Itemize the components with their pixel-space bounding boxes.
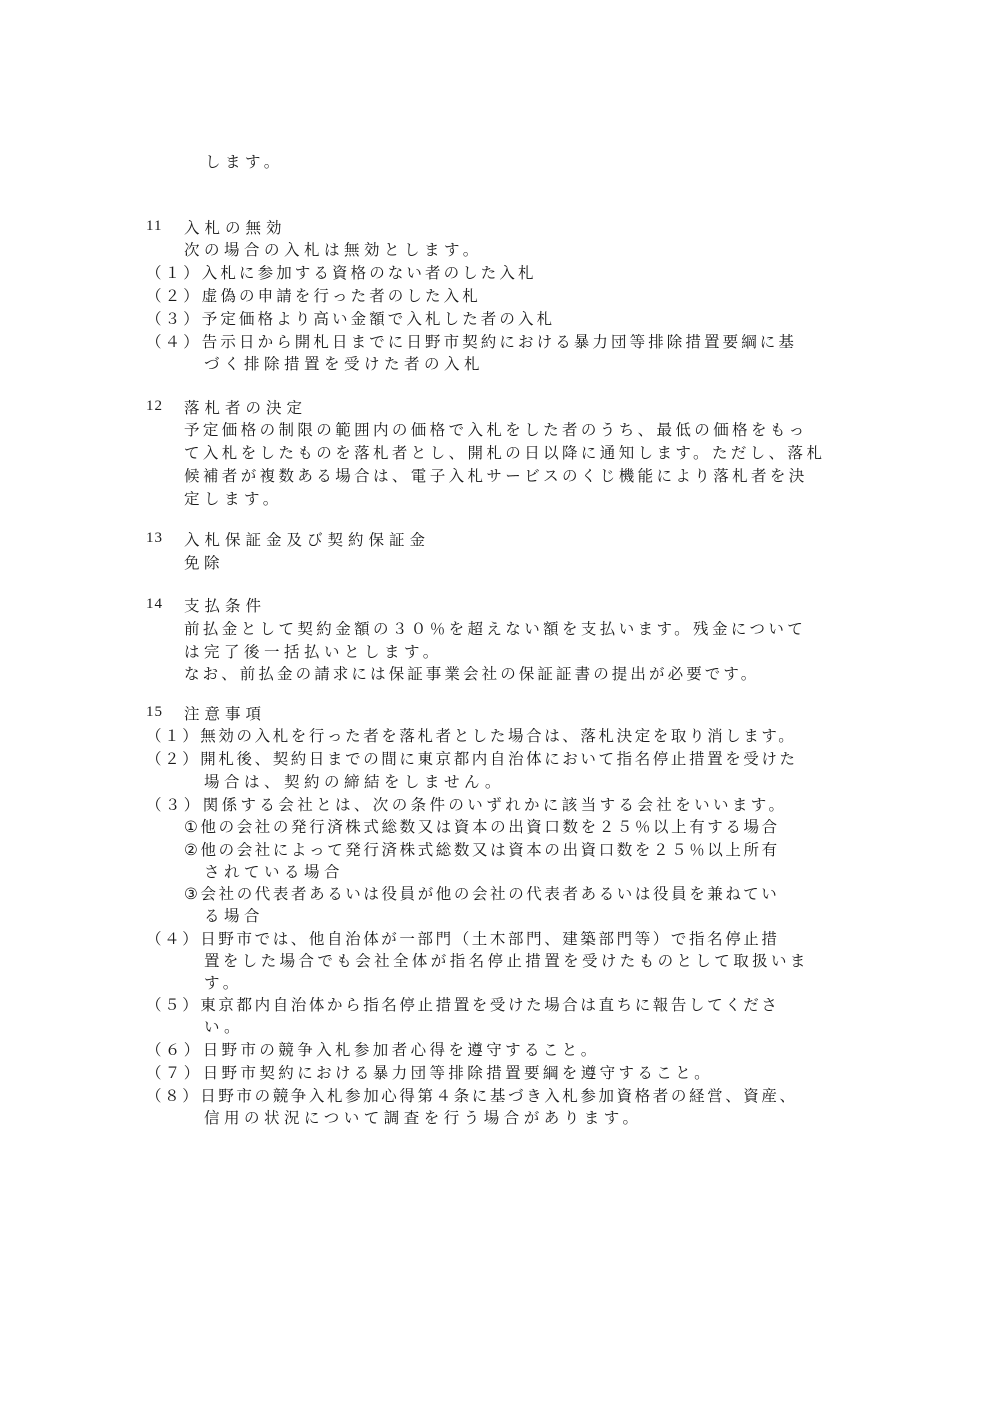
section-15-condition-2: ②他の会社によって発行済株式総数又は資本の出資口数を２５％以上所有 <box>184 841 780 859</box>
section-15-item-8: （８）日野市の競争入札参加心得第４条に基づき入札参加資格者の経営、資産、 <box>146 1087 798 1105</box>
section-13-body: 免除 <box>184 554 225 572</box>
section-12-title: 落札者の決定 <box>184 399 308 417</box>
section-12-line-1: 予定価格の制限の範囲内の価格で入札をした者のうち、最低の価格をもっ <box>184 421 808 439</box>
section-11-item-1: （１）入札に参加する資格のない者のした入札 <box>146 264 537 282</box>
section-15-item-6: （６）日野市の競争入札参加者心得を遵守すること。 <box>146 1041 600 1059</box>
section-15-item-4: （４）日野市では、他自治体が一部門（土木部門、建築部門等）で指名停止措 <box>146 930 780 948</box>
section-15-condition-3: ③会社の代表者あるいは役員が他の会社の代表者あるいは役員を兼ねてい <box>184 885 780 903</box>
section-15-item-5-continued: い。 <box>204 1018 245 1036</box>
section-11-item-4-continued: づく排除措置を受けた者の入札 <box>204 355 485 373</box>
section-15-item-4-continued-2: す。 <box>204 974 243 992</box>
section-12-line-2: て入札をしたものを落札者とし、開札の日以降に通知します。ただし、落札 <box>184 444 826 462</box>
section-14-number: 14 <box>146 596 163 612</box>
section-11-number: 11 <box>146 218 163 234</box>
section-14-line-1: 前払金として契約金額の３０％を超えない額を支払います。残金について <box>184 620 807 638</box>
continuation-text: します。 <box>205 153 284 171</box>
section-11-title: 入札の無効 <box>184 219 287 237</box>
section-11-item-2: （２）虚偽の申請を行った者のした入札 <box>146 287 481 305</box>
section-15-condition-1: ①他の会社の発行済株式総数又は資本の出資口数を２５％以上有する場合 <box>184 818 780 836</box>
section-11-item-3: （３）予定価格より高い金額で入札した者の入札 <box>146 310 556 328</box>
section-11-intro: 次の場合の入札は無効とします。 <box>184 241 483 259</box>
section-12-line-3: 候補者が複数ある場合は、電子入札サービスのくじ機能により落札者を決 <box>184 467 808 485</box>
section-15-item-5: （５）東京都内自治体から指名停止措置を受けた場合は直ちに報告してくださ <box>146 996 780 1014</box>
section-15-item-4-continued-1: 置をした場合でも会社全体が指名停止措置を受けたものとして取扱いま <box>204 952 809 970</box>
section-15-item-2: （２）開札後、契約日までの間に東京都内自治体において指名停止措置を受けた <box>146 750 798 768</box>
section-14-line-2: は完了後一括払いとします。 <box>184 643 443 661</box>
section-12-line-4: 定します。 <box>184 490 283 508</box>
section-15-condition-3-continued: る場合 <box>204 907 265 925</box>
section-15-title: 注意事項 <box>184 705 267 723</box>
section-14-title: 支払条件 <box>184 597 267 615</box>
section-15-condition-2-continued: されている場合 <box>204 863 345 881</box>
section-15-item-1: （１）無効の入札を行った者を落札者とした場合は、落札決定を取り消します。 <box>146 727 797 745</box>
section-15-number: 15 <box>146 704 163 720</box>
section-15-item-2-continued: 場合は、契約の締結をしません。 <box>204 773 505 791</box>
section-15-item-8-continued: 信用の状況について調査を行う場合があります。 <box>204 1109 643 1127</box>
section-15-item-7: （７）日野市契約における暴力団等排除措置要綱を遵守すること。 <box>146 1064 714 1082</box>
section-13-title: 入札保証金及び契約保証金 <box>184 531 431 549</box>
section-12-number: 12 <box>146 398 163 414</box>
section-11-item-4: （４）告示日から開札日までに日野市契約における暴力団等排除措置要綱に基 <box>146 333 798 351</box>
section-13-number: 13 <box>146 530 163 546</box>
section-15-item-3: （３）関係する会社とは、次の条件のいずれかに該当する会社をいいます。 <box>146 796 788 814</box>
section-14-line-3: なお、前払金の請求には保証事業会社の保証証書の提出が必要です。 <box>184 665 760 683</box>
